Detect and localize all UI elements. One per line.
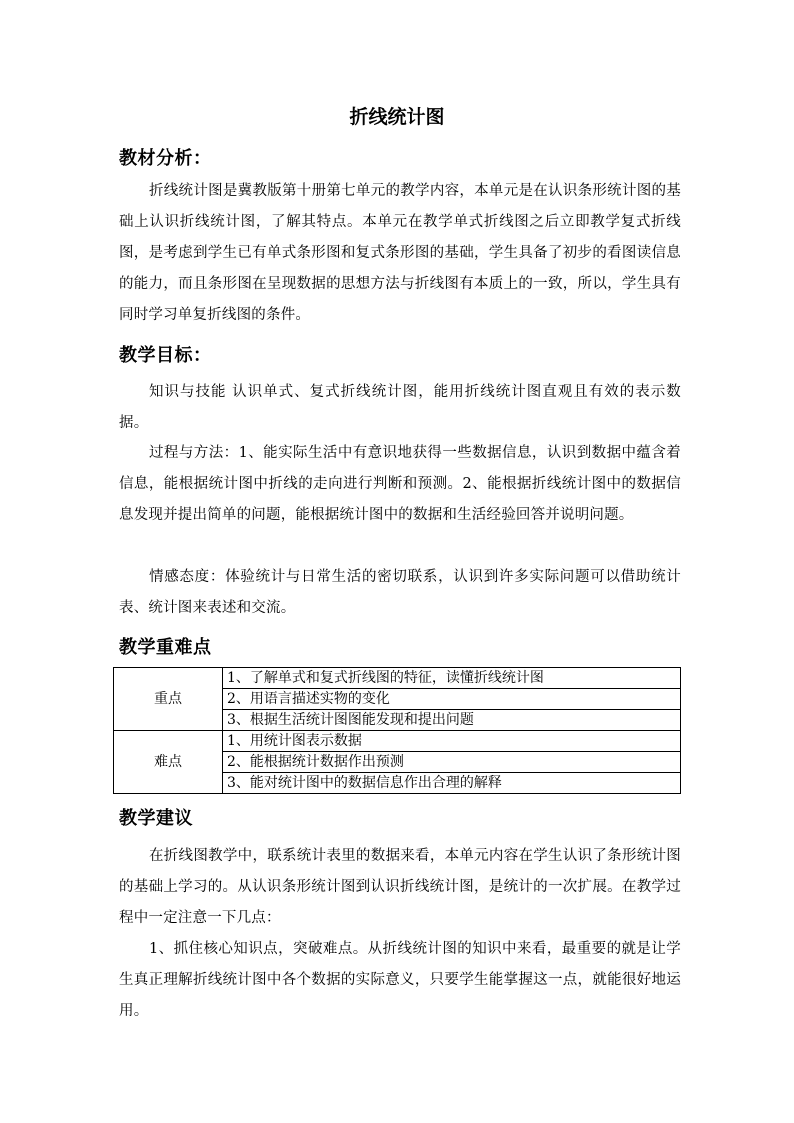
difficulty-item-cell: 2、能根据统计数据作出预测 (223, 752, 681, 773)
table-row (114, 731, 681, 752)
difficulty-item-cell: 3、能对统计图中的数据信息作出合理的解释 (223, 773, 681, 794)
focus-label-cell: 重点 (114, 668, 223, 731)
heading-textbook-analysis: 教材分析： (119, 148, 212, 169)
heading-teaching-goals: 教学目标： (119, 345, 212, 366)
paragraph-suggestion-point-1: 1、抓住核心知识点，突破难点。从折线统计图的知识中来看，最重要的就是让学生真正理解折线统计图中各个数据的实际意义，只要学生能掌握这一点，就能很好地运用。 (119, 941, 681, 1019)
focus-item-cell: 2、用语言描述实物的变化 (223, 689, 681, 710)
heading-key-difficult-points: 教学重难点 (119, 637, 212, 658)
focus-item-cell: 3、根据生活统计图图能发现和提出问题 (223, 710, 681, 731)
paragraph-process-methods: 过程与方法：1、能实际生活中有意识地获得一些数据信息，认识到数据中蕴含着信息，能根据统计图中折线的走向进行判断和预测。2、能根据折线统计图中的数据信息发现并提出简单的问题，能根据统计图中的数据和生活经验回答并说明问题。 (119, 445, 681, 523)
document-title: 折线统计图 (349, 106, 445, 128)
paragraph-knowledge-skills: 知识与技能 认识单式、复式折线统计图，能用折线统计图直观且有效的表示数据。 (119, 384, 681, 431)
difficulty-item-cell: 1、用统计图表示数据 (223, 731, 681, 752)
paragraph-emotional-attitude: 情感态度：体验统计与日常生活的密切联系，认识到许多实际问题可以借助统计表、统计图来表述和交流。 (119, 569, 681, 616)
paragraph-textbook-analysis: 折线统计图是冀教版第十册第七单元的教学内容，本单元是在认识条形统计图的基础上认识折线统计图，了解其特点。本单元在教学单式折线图之后立即教学复式折线图，是考虑到学生已有单式条形图和复式条形图的基础，学生具备了初步的看图读信息的能力，而且条形图在呈现数据的思想方法与折线图有本质上的一致，所以，学生具有同时学习单复折线图的条件。 (119, 183, 681, 323)
focus-item-cell: 1、了解单式和复式折线图的特征，读懂折线统计图 (223, 668, 681, 689)
table-row (114, 668, 681, 689)
heading-teaching-suggestions: 教学建议 (119, 808, 193, 829)
difficulty-label-cell: 难点 (114, 731, 223, 794)
key-points-table (113, 667, 681, 794)
paragraph-suggestions-intro: 在折线图教学中，联系统计表里的数据来看，本单元内容在学生认识了条形统计图的基础上学习的。从认识条形统计图到认识折线统计图，是统计的一次扩展。在教学过程中一定注意一下几点： (119, 848, 681, 926)
